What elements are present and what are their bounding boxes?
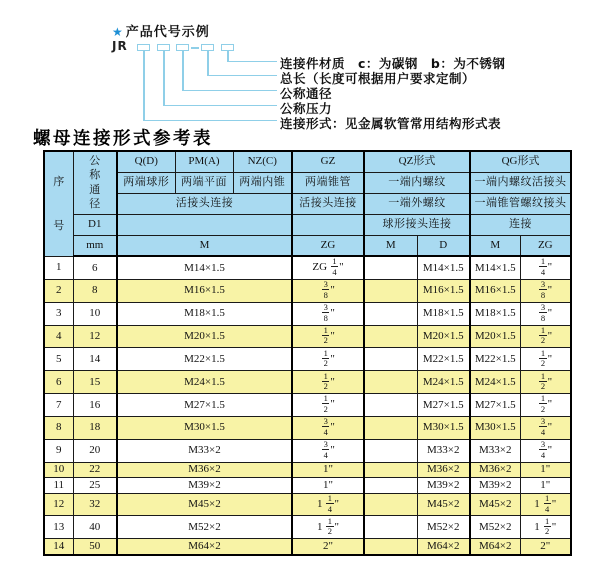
cell-qz-m (364, 302, 417, 325)
cell-m: M27×1.5 (117, 394, 292, 417)
cell-qz-d: M18×1.5 (417, 302, 470, 325)
leader-line (163, 105, 277, 107)
label-nominal-press: 公称压力 (280, 101, 333, 116)
cell-seq: 3 (44, 302, 73, 325)
cell-qz-m (364, 462, 417, 478)
cell-m: M22×1.5 (117, 348, 292, 371)
header-blank-2 (292, 214, 364, 235)
cell-dn-mm: 8 (73, 279, 117, 302)
table-row (44, 439, 571, 462)
cell-zg: ZG $\frac{1}{4}$ " (292, 256, 364, 279)
cell-qz-m (364, 394, 417, 417)
table-body (44, 256, 571, 555)
cell-qg-zg: $\frac{1}{2}$ " (520, 394, 571, 417)
header-m-wide: M (117, 235, 292, 256)
code-dash (191, 47, 199, 49)
header-conn: 连接 (470, 214, 571, 235)
cell-qg-zg: $\frac{1}{2}$ " (520, 348, 571, 371)
cell-seq: 4 (44, 325, 73, 348)
cell-seq: 5 (44, 348, 73, 371)
cell-qg-m: M39×2 (470, 478, 520, 494)
leader-line (227, 61, 277, 63)
header-code-nzc: NZ(C) (233, 151, 292, 172)
cell-zg: $\frac{1}{2}$ " (292, 348, 364, 371)
cell-seq: 10 (44, 462, 73, 478)
cell-dn-mm: 20 (73, 439, 117, 462)
cell-qg-m: M36×2 (470, 462, 520, 478)
cell-qz-d: M33×2 (417, 439, 470, 462)
cell-zg: 2" (292, 539, 364, 555)
table-row (44, 493, 571, 516)
label-connection-form: 连接形式：见金属软管常用结构形式表 (280, 116, 502, 131)
cell-zg: 1 $\frac{1}{4}$ " (292, 493, 364, 516)
cell-m: M64×2 (117, 539, 292, 555)
header-qg-m: M (470, 235, 520, 256)
header-desc-gz: 两端锥管 (292, 172, 364, 193)
header-code-qz: QZ形式 (364, 151, 470, 172)
cell-zg: 1 $\frac{1}{2}$ " (292, 516, 364, 539)
leader-line (207, 75, 277, 77)
cell-dn-mm: 40 (73, 516, 117, 539)
cell-m: M16×1.5 (117, 279, 292, 302)
table-row (44, 394, 571, 417)
label-nominal-diam: 公称通径 (280, 86, 333, 101)
cell-m: M30×1.5 (117, 416, 292, 439)
leader-line (207, 50, 209, 76)
cell-qg-zg: 1" (520, 478, 571, 494)
cell-qz-d: M16×1.5 (417, 279, 470, 302)
cell-qz-d: M36×2 (417, 462, 470, 478)
cell-seq: 6 (44, 371, 73, 394)
cell-zg: $\frac{1}{2}$ " (292, 325, 364, 348)
cell-qg-zg: $\frac{3}{4}$ " (520, 439, 571, 462)
cell-seq: 1 (44, 256, 73, 279)
table-row (44, 462, 571, 478)
table-row (44, 348, 571, 371)
cell-qz-m (364, 371, 417, 394)
cell-dn-mm: 10 (73, 302, 117, 325)
cell-qz-m (364, 416, 417, 439)
cell-dn-mm: 32 (73, 493, 117, 516)
table-title: 螺母连接形式参考表 (33, 129, 213, 149)
cell-qz-m (364, 539, 417, 555)
cell-qz-d: M24×1.5 (417, 371, 470, 394)
table-row (44, 478, 571, 494)
cell-seq: 7 (44, 394, 73, 417)
cell-seq: 9 (44, 439, 73, 462)
cell-qg-m: M52×2 (470, 516, 520, 539)
star-icon: ★ (112, 25, 124, 39)
cell-zg: $\frac{3}{4}$ " (292, 416, 364, 439)
cell-seq: 8 (44, 416, 73, 439)
table-row (44, 539, 571, 555)
header-union-conn-gz: 活接头连接 (292, 193, 364, 214)
cell-seq: 13 (44, 516, 73, 539)
header-ball-joint-conn: 球形接头连接 (364, 214, 470, 235)
table-row (44, 516, 571, 539)
table-row (44, 371, 571, 394)
cell-qz-d: M22×1.5 (417, 348, 470, 371)
cell-zg: $\frac{3}{8}$ " (292, 302, 364, 325)
cell-qz-d: M20×1.5 (417, 325, 470, 348)
cell-zg: $\frac{3}{8}$ " (292, 279, 364, 302)
header-qz-d: D (417, 235, 470, 256)
label-material: 连接件材质 c：为碳钢 b：为不锈钢 (280, 56, 506, 71)
header-taper-joint: 一端锥管螺纹接头 (470, 193, 571, 214)
cell-qz-m (364, 256, 417, 279)
cell-zg: $\frac{1}{2}$ " (292, 394, 364, 417)
diagram-heading-text: 产品代号示例 (125, 25, 210, 40)
cell-qg-m: M22×1.5 (470, 348, 520, 371)
cell-qg-m: M45×2 (470, 493, 520, 516)
table-row (44, 279, 571, 302)
cell-qz-d: M14×1.5 (417, 256, 470, 279)
cell-m: M18×1.5 (117, 302, 292, 325)
header-qz-m: M (364, 235, 417, 256)
diagram-heading (112, 21, 210, 40)
cell-qz-d: M45×2 (417, 493, 470, 516)
cell-qg-zg: $\frac{1}{2}$ " (520, 325, 571, 348)
cell-dn-mm: 22 (73, 462, 117, 478)
header-qg-zg: ZG (520, 235, 571, 256)
cell-qg-zg: $\frac{3}{8}$ " (520, 302, 571, 325)
cell-qg-zg: $\frac{3}{8}$ " (520, 279, 571, 302)
header-union-conn: 活接头连接 (117, 193, 292, 214)
cell-qg-m: M18×1.5 (470, 302, 520, 325)
cell-qg-m: M16×1.5 (470, 279, 520, 302)
cell-qg-m: M20×1.5 (470, 325, 520, 348)
label-total-length: 总长（长度可根据用户要求定制） (280, 71, 476, 86)
header-d1: D1 (73, 214, 117, 235)
cell-dn-mm: 50 (73, 539, 117, 555)
reference-table (43, 150, 572, 556)
table-row (44, 302, 571, 325)
cell-qz-d: M39×2 (417, 478, 470, 494)
leader-line (143, 120, 277, 122)
cell-dn-mm: 15 (73, 371, 117, 394)
header-zg-gz: ZG (292, 235, 364, 256)
table-row (44, 325, 571, 348)
cell-m: M33×2 (117, 439, 292, 462)
cell-qg-zg: $\frac{1}{2}$ " (520, 371, 571, 394)
cell-qg-m: M33×2 (470, 439, 520, 462)
header-desc-nzc: 两端内锥 (233, 172, 292, 193)
cell-qg-m: M64×2 (470, 539, 520, 555)
cell-qg-zg: 1 $\frac{1}{4}$ " (520, 493, 571, 516)
cell-qg-m: M24×1.5 (470, 371, 520, 394)
table-row (44, 416, 571, 439)
cell-seq: 2 (44, 279, 73, 302)
cell-qg-m: M14×1.5 (470, 256, 520, 279)
cell-m: M20×1.5 (117, 325, 292, 348)
cell-qz-m (364, 279, 417, 302)
cell-m: M39×2 (117, 478, 292, 494)
cell-dn-mm: 18 (73, 416, 117, 439)
cell-qg-zg: 1" (520, 462, 571, 478)
cell-m: M24×1.5 (117, 371, 292, 394)
cell-qz-d: M52×2 (417, 516, 470, 539)
leader-line (182, 90, 277, 92)
cell-qz-m (364, 478, 417, 494)
header-code-qd: Q(D) (117, 151, 175, 172)
cell-qz-m (364, 348, 417, 371)
cell-qg-zg: $\frac{1}{4}$ " (520, 256, 571, 279)
header-desc-pma: 两端平面 (175, 172, 233, 193)
cell-m: M36×2 (117, 462, 292, 478)
header-desc-qd: 两端球形 (117, 172, 175, 193)
cell-dn-mm: 6 (73, 256, 117, 279)
header-desc-qg: 一端内螺纹活接头 (470, 172, 571, 193)
cell-m: M14×1.5 (117, 256, 292, 279)
cell-dn-mm: 16 (73, 394, 117, 417)
leader-line (143, 50, 145, 121)
cell-qz-m (364, 493, 417, 516)
leader-line (163, 50, 165, 106)
cell-seq: 14 (44, 539, 73, 555)
cell-seq: 11 (44, 478, 73, 494)
leader-line (182, 50, 184, 91)
cell-qg-zg: $\frac{3}{4}$ " (520, 416, 571, 439)
cell-dn-mm: 12 (73, 325, 117, 348)
cell-zg: 1" (292, 462, 364, 478)
cell-qz-d: M64×2 (417, 539, 470, 555)
cell-qg-m: M27×1.5 (470, 394, 520, 417)
cell-qz-m (364, 516, 417, 539)
cell-dn-mm: 25 (73, 478, 117, 494)
cell-qz-m (364, 439, 417, 462)
header-nominal-diameter: 公称通径 (73, 151, 117, 214)
header-unit: mm (73, 235, 117, 256)
cell-qg-zg: 2" (520, 539, 571, 555)
header-blank-1 (117, 214, 292, 235)
reference-table-wrap (43, 150, 572, 556)
cell-zg: $\frac{3}{4}$ " (292, 439, 364, 462)
header-desc-qz: 一端内螺纹 (364, 172, 470, 193)
cell-qg-zg: 1 $\frac{1}{2}$ " (520, 516, 571, 539)
header-seq: 序号 (44, 151, 73, 256)
cell-qz-m (364, 325, 417, 348)
cell-seq: 12 (44, 493, 73, 516)
cell-m: M45×2 (117, 493, 292, 516)
cell-qg-m: M30×1.5 (470, 416, 520, 439)
header-code-qg: QG形式 (470, 151, 571, 172)
cell-qz-d: M27×1.5 (417, 394, 470, 417)
cell-dn-mm: 14 (73, 348, 117, 371)
cell-zg: 1" (292, 478, 364, 494)
cell-m: M52×2 (117, 516, 292, 539)
code-prefix: JR (112, 39, 128, 53)
header-code-pma: PM(A) (175, 151, 233, 172)
table-row (44, 256, 571, 279)
header-code-gz: GZ (292, 151, 364, 172)
cell-qz-d: M30×1.5 (417, 416, 470, 439)
header-ext-thread: 一端外螺纹 (364, 193, 470, 214)
cell-zg: $\frac{1}{2}$ " (292, 371, 364, 394)
